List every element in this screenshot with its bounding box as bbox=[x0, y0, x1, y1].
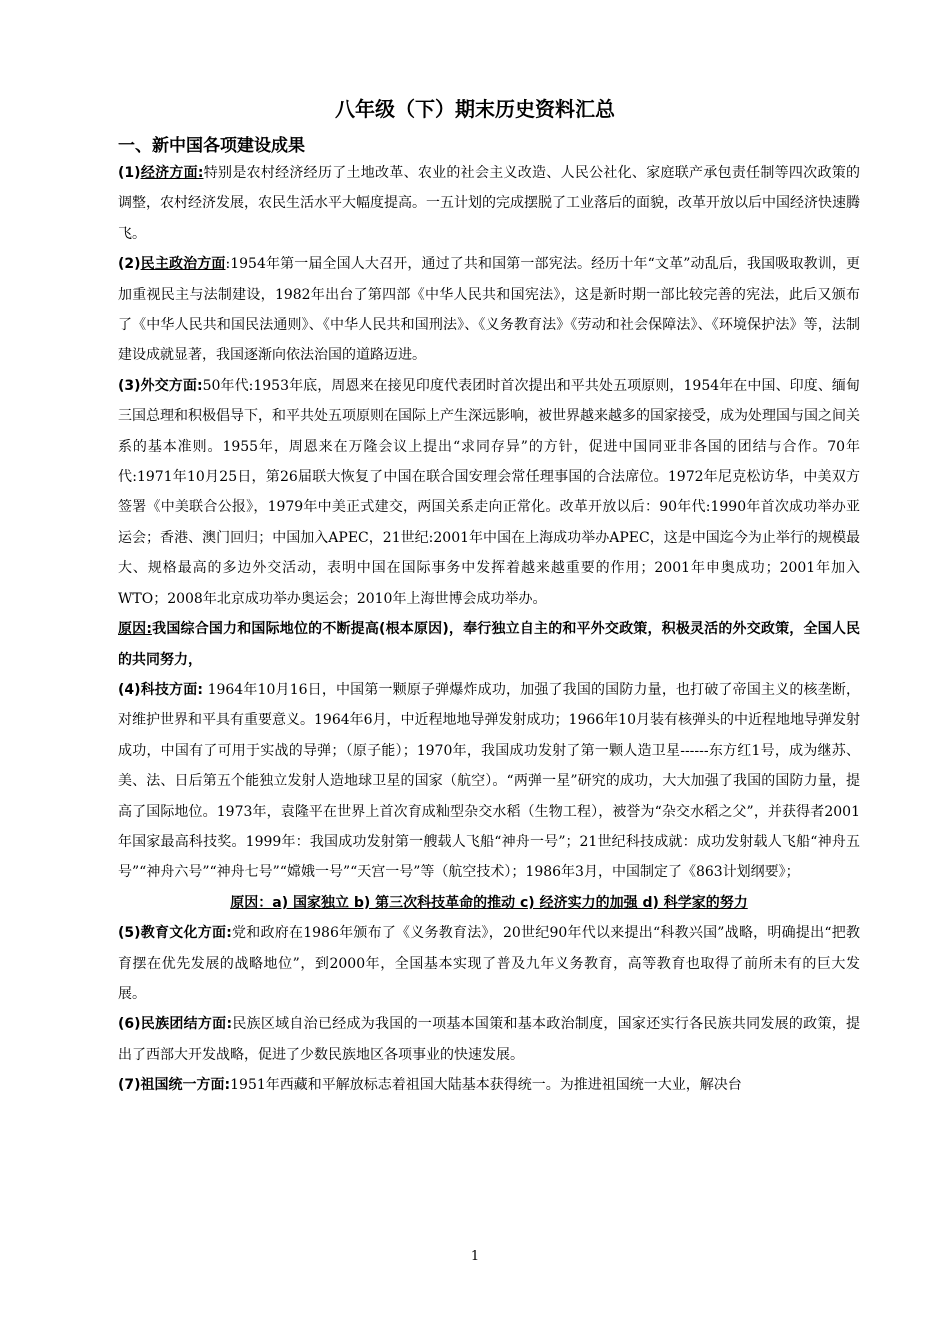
paragraph-reason-diplomacy bbox=[118, 614, 860, 675]
page-number: 1 bbox=[470, 1249, 480, 1264]
text-unification: 1951年西藏和平解放标志着祖国大陆基本获得统一。为推进祖国统一大业，解决台 bbox=[230, 1077, 742, 1094]
paragraph-education bbox=[118, 918, 860, 1009]
text-education: 党和政府在1986年颁布了《义务教育法》，20世纪90年代以来提出“科教兴国”战略，明确提出“把教育摆在优先发展的战略地位”，到2000年，全国基本实现了普及九年义务教育，高等教育也取得了前所未有的巨大发展。 bbox=[118, 925, 861, 1002]
paragraph-unification bbox=[118, 1070, 860, 1100]
label-unification: (7)祖国统一方面: bbox=[118, 1077, 231, 1094]
text-tech: 1964年10月16日，中国第一颗原子弹爆炸成功，加强了我国的国防力量，也打破了帝国主义的核垄断，对维护世界和平具有重要意义。1964年6月，中近程地地导弹发射成功；1966年10月装有核弹头的中近程地地导弹发射成功，中国有了可用于实战的导弹；（原子能）；1970年，我国成功发射了第一颗人造卫星------东方红1号，成为继苏、美、法、日后第五个能独立发射人造地球卫星的国家（航空）。“两弹一星”研究的成功，大大加强了我国的国防力量，提高了国际地位。1973年，袁隆平在世界上首次育成籼型杂交水稻（生物工程），被誉为“杂交水稻之父”，并获得者2001年国家最高科技奖。1999年：我国成功发射第一艘载人飞船“神舟一号”；21世纪科技成就：成功发射载人飞船“神舟五号”“神舟六号”“神舟七号”“嫦娥一号”“天宫一号”等（航空技术）；1986年3月，中国制定了《863计划纲要》； bbox=[118, 681, 860, 881]
section-heading: 一、新中国各项建设成果 bbox=[118, 136, 305, 156]
label-tech: (4)科技方面: bbox=[118, 681, 203, 698]
label-economy-num: (1) bbox=[118, 165, 141, 181]
label-diplomacy: (3)外交方面: bbox=[118, 377, 203, 394]
text-diplomacy: 50年代:1953年底，周恩来在接见印度代表团时首次提出和平共处五项原则，1954年在中国、印度、缅甸三国总理和积极倡导下，和平共处五项原则在国际上产生深远影响，被世界越来越多的国家接受，成为处理国与国之间关系的基本准则。1955年，周恩来在万隆会议上提出“求同存异”的方针，促进中国同亚非各国的团结与合作。70年代:1971年10月25日，第26届联大恢复了中国在联合国安理会常任理事国的合法席位。1972年尼克松访华，中美双方签署《中美联合公报》，1979年中美正式建交，两国关系走向正常化。改革开放以后：90年代:1990年首次成功举办亚运会；香港、澳门回归；中国加入APEC，21世纪:2001年中国在上海成功举办APEC，这是中国迄今为止举行的规模最大、规格最高的多边外交活动，表明中国在国际事务中发挥着越来越重要的作用；2001年申奥成功；2001年加入WTO；2008年北京成功举办奥运会；2010年上海世博会成功举办。 bbox=[118, 377, 860, 607]
label-economy: 经济方面: bbox=[140, 165, 204, 181]
paragraph-politics bbox=[118, 249, 860, 371]
document-body bbox=[118, 158, 860, 1101]
label-politics: 民主政治方面 bbox=[140, 256, 226, 273]
text-politics: :1954年第一届全国人大召开，通过了共和国第一部宪法。经历十年“文革”动乱后，我国吸取教训，更加重视民主与法制建设，1982年出台了第四部《中华人民共和国宪法》，这是新时期一部比较完善的宪法，此后又颁布了《中华人民共和国民法通则》、《中华人民共和国刑法》、《义务教育法》《劳动和社会保障法》、《环境保护法》等，法制建设成就显著，我国逐渐向依法治国的道路迈进。 bbox=[118, 256, 860, 364]
document-title: 八年级（下）期末历史资料汇总 bbox=[335, 97, 615, 121]
text-economy: 特别是农村经济经历了土地改革、农业的社会主义改造、人民公社化、家庭联产承包责任制等四次政策的调整，农村经济发展，农民生活水平大幅度提高。一五计划的完成摆脱了工业落后的面貌，改革开放以后中国经济快速腾飞。 bbox=[118, 165, 860, 242]
paragraph-tech bbox=[118, 675, 860, 888]
paragraph-ethnic bbox=[118, 1009, 860, 1070]
label-ethnic: (6)民族团结方面: bbox=[118, 1016, 233, 1033]
paragraph-reason-tech: 原因：a) 国家独立 b) 第三次科技革命的推动 c) 经济实力的加强 d) 科学家的努力 bbox=[230, 894, 748, 911]
label-politics-num: (2) bbox=[118, 256, 141, 273]
label-reason: 原因: bbox=[118, 621, 152, 638]
label-education: (5)教育文化方面: bbox=[118, 925, 232, 942]
text-ethnic: 民族区域自治已经成为我国的一项基本国策和基本政治制度，国家还实行各民族共同发展的政策，提出了西部大开发战略，促进了少数民族地区各项事业的快速发展。 bbox=[118, 1016, 861, 1063]
paragraph-diplomacy bbox=[118, 371, 860, 614]
paragraph-economy bbox=[118, 158, 860, 249]
text-reason-diplomacy: 我国综合国力和国际地位的不断提高(根本原因)，奉行独立自主的和平外交政策，积极灵活的外交政策，全国人民的共同努力， bbox=[118, 621, 860, 668]
